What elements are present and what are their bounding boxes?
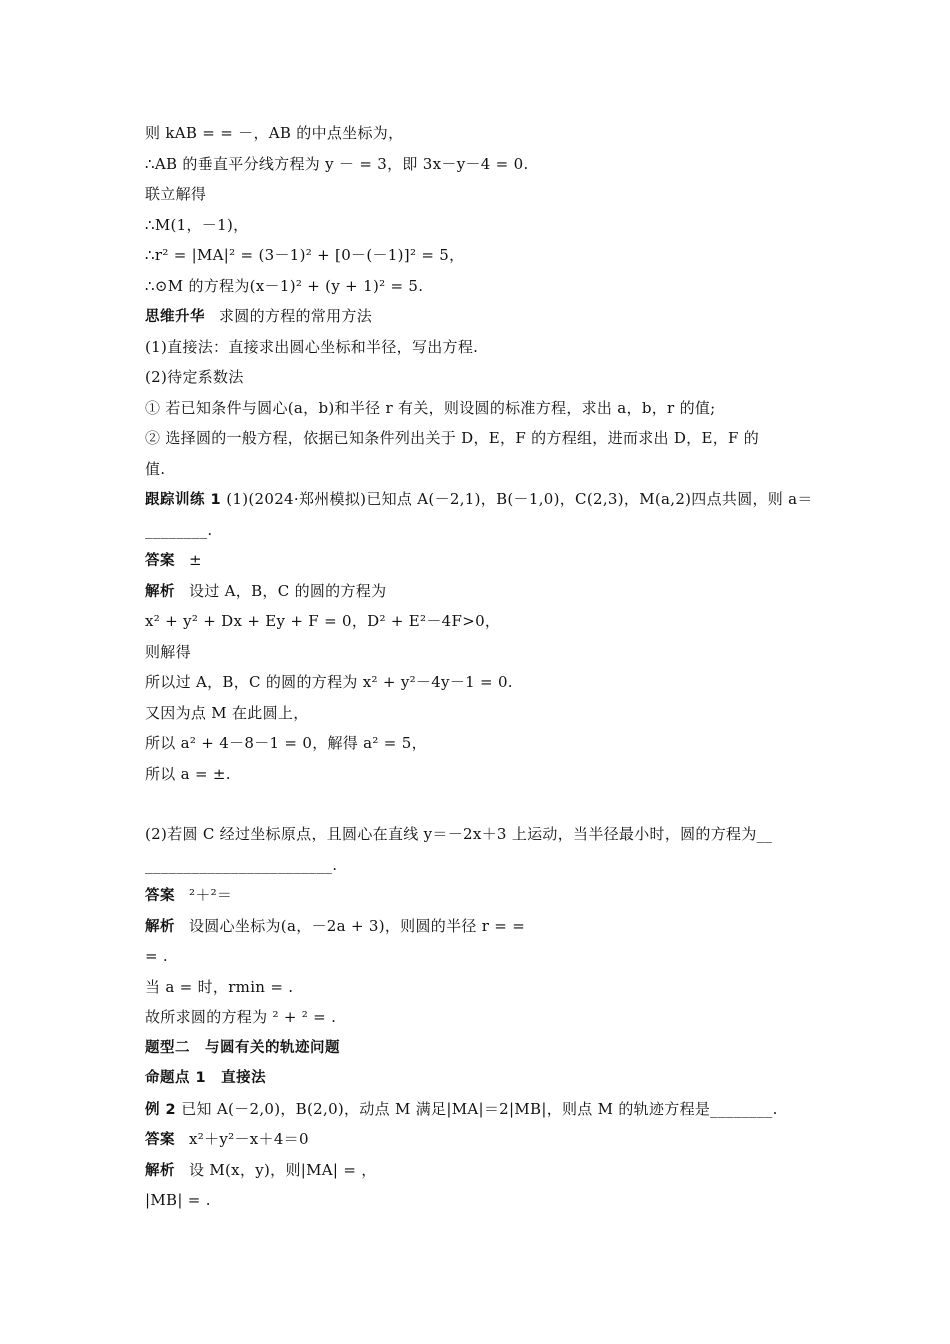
document-page: [145, 118, 813, 1216]
text-line: 则解得: [145, 642, 191, 661]
blank-line: ________________________.: [145, 855, 338, 874]
answer-line: [145, 545, 810, 576]
summary-label: 思维升华: [145, 309, 205, 325]
text-line: ∴⊙M 的方程为(x－1)² + (y + 1)² = 5.: [145, 276, 424, 295]
text-line: 当 a = 时，rmin = .: [145, 977, 294, 996]
analysis-label: 解析: [145, 918, 175, 935]
text-line: = .: [145, 947, 169, 965]
exercise-label: 跟踪训练 1: [145, 492, 222, 508]
analysis-line: [145, 911, 810, 942]
text-line: ② 选择圆的一般方程，依据已知条件列出关于 D，E，F 的方程组，进而求出 D，E，F 的: [145, 429, 760, 447]
text-line: ∴AB 的垂直平分线方程为 y － = 3，即 3x－y－4 = 0.: [145, 154, 529, 173]
answer-value: x²＋y²－x＋4＝0: [189, 1130, 309, 1148]
analysis-text: 设 M(x，y)，则|MA| = ，: [189, 1160, 377, 1179]
example-label: 例 2: [145, 1101, 177, 1118]
text-line: x² + y² + Dx + Ey + F = 0，D² + E²－4F>0，: [145, 612, 501, 630]
text-line: 值.: [145, 459, 166, 478]
analysis-label: 解析: [145, 1162, 175, 1179]
exercise-line: [145, 484, 813, 515]
answer-line: [145, 880, 810, 911]
analysis-line: [145, 576, 810, 607]
answer-value: ±: [189, 551, 202, 569]
text-line: ① 若已知条件与圆心(a，b)和半径 r 有关，则设圆的标准方程，求出 a，b，r 的值;: [145, 398, 716, 417]
text-line: (2)待定系数法: [145, 368, 244, 386]
analysis-line: [145, 1155, 810, 1186]
text-line: 所以 a² + 4－8－1 = 0，解得 a² = 5，: [145, 734, 427, 752]
text-line: 所以过 A，B，C 的圆的方程为 x² + y²－4y－1 = 0.: [145, 673, 513, 691]
blank-line: ________.: [145, 520, 213, 539]
answer-value: ²＋²＝: [189, 886, 233, 904]
summary-heading-line: [145, 301, 810, 332]
text-line: ∴M(1，－1)，: [145, 215, 249, 234]
text-line: 所以 a = ±.: [145, 764, 231, 783]
summary-title: 求圆的方程的常用方法: [219, 307, 373, 325]
text-line: (2)若圆 C 经过坐标原点，且圆心在直线 y＝－2x＋3 上运动，当半径最小时，圆的方程为__: [145, 825, 773, 843]
section-heading: 题型二 与圆有关的轨迹问题: [145, 1039, 340, 1056]
text-line: 联立解得: [145, 185, 207, 203]
example-text: 已知 A(－2,0)，B(2,0)，动点 M 满足|MA|＝2|MB|，则点 M 的轨迹方程是________.: [181, 1099, 778, 1118]
analysis-text: 设过 A，B，C 的圆的方程为: [189, 581, 387, 600]
text-line: 故所求圆的方程为 ² + ² = .: [145, 1008, 337, 1026]
answer-line: [145, 1124, 810, 1155]
answer-label: 答案: [145, 1132, 175, 1148]
answer-label: 答案: [145, 888, 175, 904]
analysis-label: 解析: [145, 583, 175, 600]
spacer: [145, 789, 810, 819]
analysis-text: 设圆心坐标为(a，－2a + 3)，则圆的半径 r = =: [189, 916, 526, 935]
answer-label: 答案: [145, 553, 175, 569]
text-line: ∴r² = |MA|² = (3－1)² + [0－(－1)]² = 5，: [145, 246, 465, 264]
example-line: [145, 1094, 810, 1125]
text-line: (1)直接法：直接求出圆心坐标和半径，写出方程.: [145, 337, 479, 356]
text-line: 又因为点 M 在此圆上，: [145, 703, 309, 722]
exercise-text: (1)(2024·郑州模拟)已知点 A(－2,1)，B(－1,0)，C(2,3)，M(a,2)四点共圆，则 a＝: [226, 490, 813, 508]
text-line: 则 kAB = = －，AB 的中点坐标为，: [145, 124, 404, 142]
text-line: |MB| = .: [145, 1191, 211, 1209]
subsection-heading: 命题点 1 直接法: [145, 1070, 267, 1086]
